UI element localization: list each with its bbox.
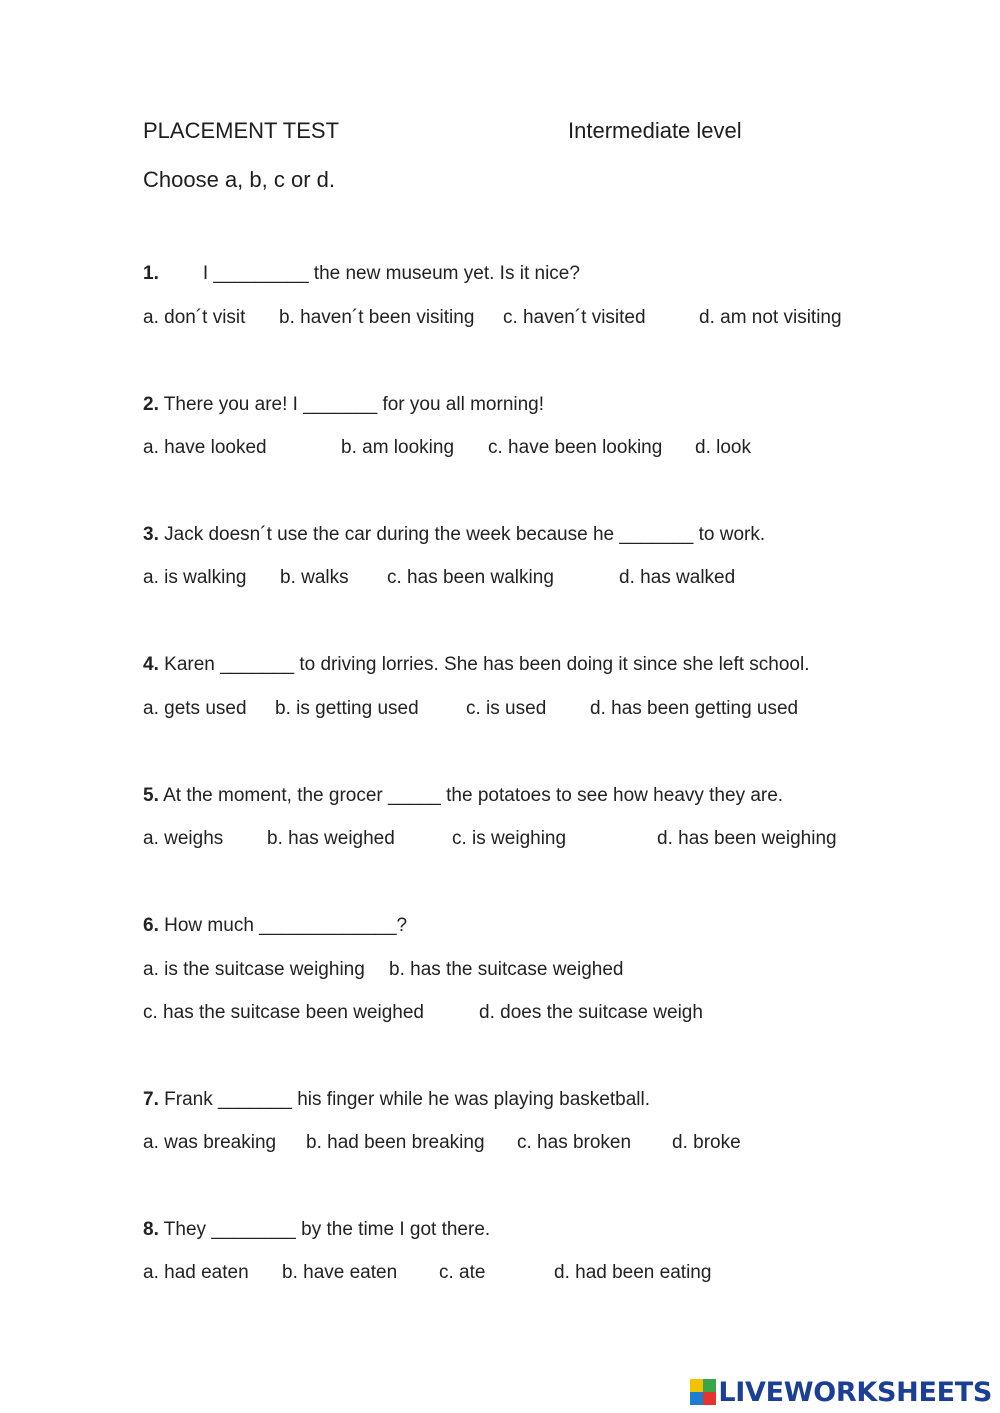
question-number: 3. [143,524,159,545]
question-7 [143,1088,650,1112]
option-a[interactable]: a. gets used [143,698,247,719]
option-d[interactable]: d. had been eating [554,1262,712,1283]
question-number: 4. [143,654,159,675]
question-text: They ________ by the time I got there. [163,1219,491,1240]
question-2 [143,393,544,417]
option-d[interactable]: d. broke [672,1132,741,1153]
question-4 [143,653,810,677]
logo-square-green [703,1379,716,1392]
option-b[interactable]: b. had been breaking [306,1132,485,1153]
option-c[interactable]: c. ate [439,1262,486,1283]
option-d[interactable]: d. does the suitcase weigh [479,1002,703,1023]
option-a[interactable]: a. weighs [143,828,224,849]
question-text: Karen _______ to driving lorries. She has been doing it since she left school. [164,654,810,675]
question-number: 2. [143,394,159,415]
question-1 [143,262,580,286]
option-b[interactable]: b. is getting used [275,698,419,719]
question-6 [143,914,407,938]
option-b[interactable]: b. walks [280,567,349,588]
question-text: At the moment, the grocer _____ the potatoes to see how heavy they are. [163,785,784,806]
question-text: I _________ the new museum yet. Is it nice? [202,263,580,284]
question-number: 5. [143,785,159,806]
brand-name: LIVEWORKSHEETS [718,1376,992,1408]
option-d[interactable]: d. has walked [619,567,736,588]
option-c[interactable]: c. is used [466,698,547,719]
options-2 [143,436,903,460]
question-number: 8. [143,1219,159,1240]
question-text: Frank _______ his finger while he was playing basketball. [164,1089,650,1110]
options-5 [143,827,903,851]
question-3 [143,523,765,547]
option-b[interactable]: b. has weighed [267,828,395,849]
options-6a [143,958,903,982]
question-5 [143,784,783,808]
option-a[interactable]: a. have looked [143,437,267,458]
question-text: How much _____________? [164,915,408,936]
option-c[interactable]: c. haven´t visited [503,307,646,328]
liveworksheets-brand[interactable] [690,1377,992,1407]
option-a[interactable]: a. had eaten [143,1262,249,1283]
logo-square-yellow [690,1379,703,1392]
option-d[interactable]: d. look [695,437,751,458]
option-a[interactable]: a. don´t visit [143,307,246,328]
option-c[interactable]: c. has been walking [387,567,554,588]
test-title: PLACEMENT TEST [143,118,340,143]
option-d[interactable]: d. am not visiting [699,307,842,328]
question-number: 6. [143,915,159,936]
option-a[interactable]: a. was breaking [143,1132,277,1153]
option-c[interactable]: c. has the suitcase been weighed [143,1002,424,1023]
logo-square-blue [690,1392,703,1405]
option-c[interactable]: c. have been looking [488,437,663,458]
option-c[interactable]: c. has broken [517,1132,632,1153]
options-1 [143,306,903,330]
instruction: Choose a, b, c or d. [143,167,335,192]
option-d[interactable]: d. has been getting used [590,698,799,719]
logo-square-red [703,1392,716,1405]
options-6b [143,1001,903,1025]
options-3 [143,566,903,590]
test-level: Intermediate level [568,118,742,143]
option-b[interactable]: b. has the suitcase weighed [389,959,624,980]
option-b[interactable]: b. am looking [341,437,455,458]
question-number: 7. [143,1089,159,1110]
options-7 [143,1131,903,1155]
liveworksheets-logo-icon [690,1379,716,1405]
option-b[interactable]: b. haven´t been visiting [279,307,475,328]
question-number: 1. [143,263,159,284]
options-4 [143,697,903,721]
question-text: There you are! I _______ for you all morning! [163,394,545,415]
question-text: Jack doesn´t use the car during the week because he _______ to work. [164,524,766,545]
option-a[interactable]: a. is walking [143,567,247,588]
options-8 [143,1261,903,1285]
option-d[interactable]: d. has been weighing [657,828,837,849]
option-c[interactable]: c. is weighing [452,828,567,849]
option-a[interactable]: a. is the suitcase weighing [143,959,365,980]
option-b[interactable]: b. have eaten [282,1262,398,1283]
question-8 [143,1218,490,1242]
